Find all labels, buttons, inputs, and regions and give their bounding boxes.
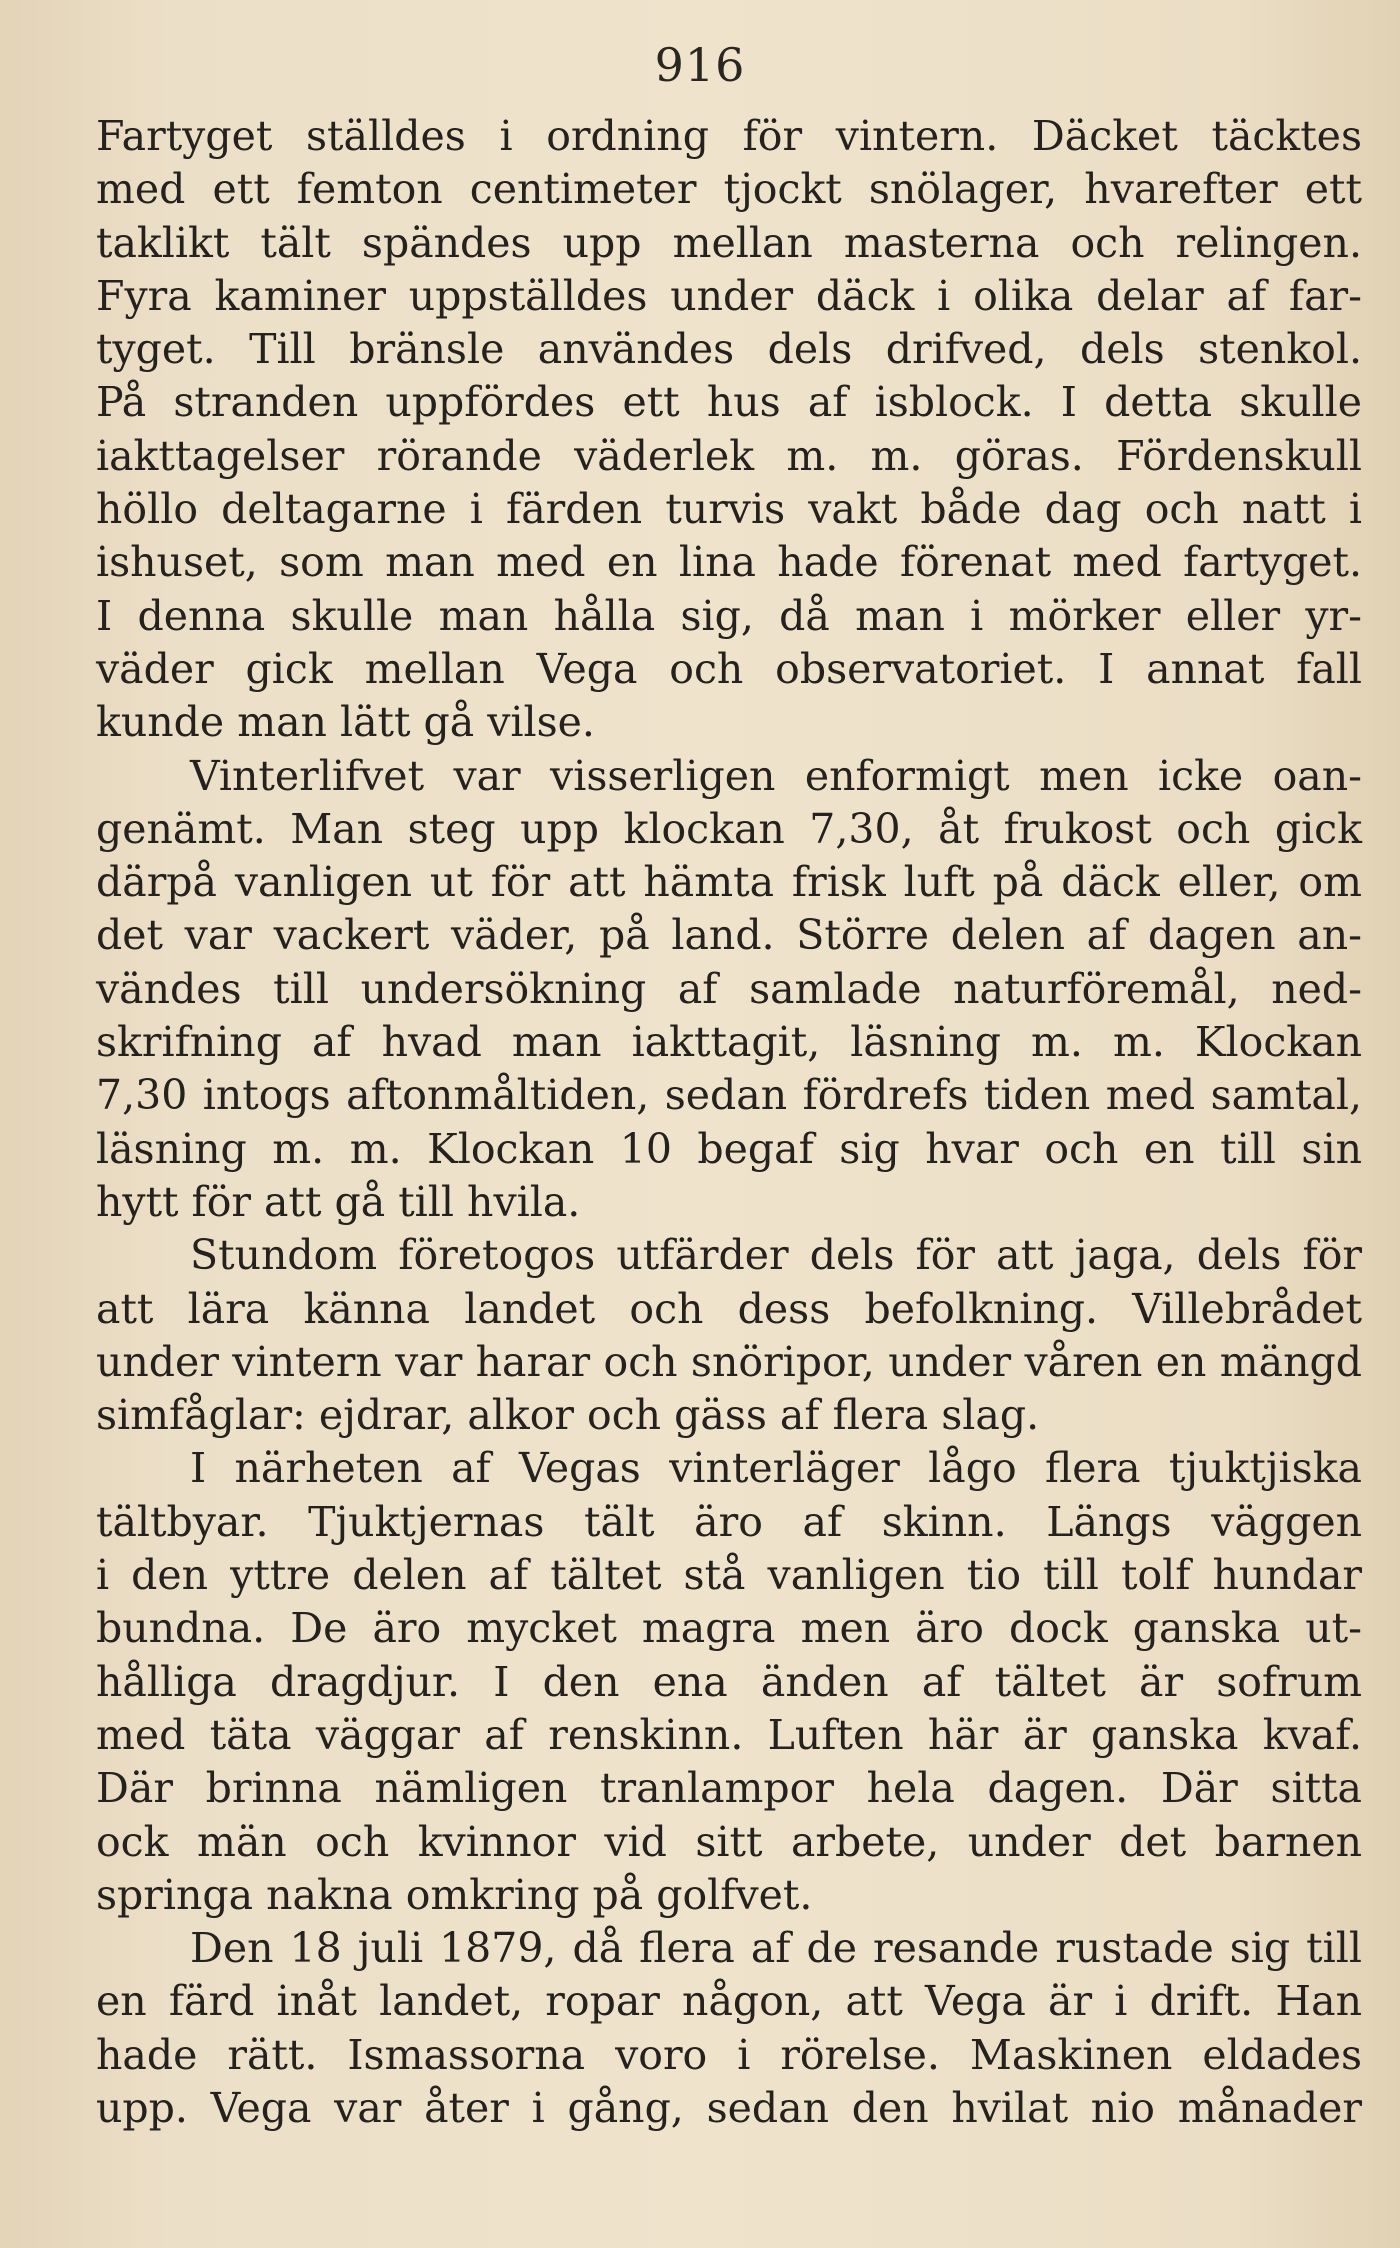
- text-line: höllo deltagarne i färden turvis vakt både dag och natt i: [96, 485, 1362, 534]
- text-line: Den 18 juli 1879, då flera af de resande rustade sig till: [190, 1924, 1362, 1973]
- page-number: 916: [654, 38, 746, 92]
- text-line: hytt för att gå till hvila.: [96, 1177, 581, 1226]
- text-line: upp. Vega var åter i gång, sedan den hvilat nio månader: [96, 2083, 1362, 2132]
- text-line: bundna. De äro mycket magra men äro dock ganska ut-: [96, 1604, 1362, 1653]
- text-line: iakttagelser rörande väderlek m. m. göras. Fördenskull: [96, 431, 1362, 480]
- text-line: simfåglar: ejdrar, alkor och gäss af flera slag.: [96, 1391, 1040, 1440]
- paragraph-3: [96, 1229, 1362, 1442]
- text-line: väder gick mellan Vega och observatoriet. I annat fall: [96, 644, 1362, 693]
- text-line: taklikt tält spändes upp mellan masterna och relingen.: [96, 218, 1362, 267]
- body-text: [96, 110, 1362, 2135]
- text-line: kunde man lätt gå vilse.: [96, 698, 595, 747]
- text-line: ock män och kvinnor vid sitt arbete, under det barnen: [96, 1817, 1362, 1866]
- text-line: Där brinna nämligen tranlampor hela dagen. Där sitta: [96, 1764, 1362, 1813]
- text-line: med täta väggar af renskinn. Luften här är ganska kvaf.: [96, 1710, 1362, 1759]
- text-line: med ett femton centimeter tjockt snölager, hvarefter ett: [96, 165, 1362, 214]
- paragraph-1: [96, 110, 1362, 750]
- text-line: att lära känna landet och dess befolkning. Villebrådet: [96, 1284, 1362, 1333]
- text-line: I denna skulle man hålla sig, då man i mörker eller yr-: [96, 591, 1362, 640]
- text-line: Vinterlifvet var visserligen enformigt men icke oan-: [190, 751, 1362, 800]
- text-line: skrifning af hvad man iakttagit, läsning m. m. Klockan: [96, 1018, 1362, 1067]
- text-line: Stundom företogos utfärder dels för att jaga, dels för: [190, 1231, 1362, 1280]
- text-line: genämt. Man steg upp klockan 7,30, åt frukost och gick: [96, 804, 1362, 853]
- text-line: hålliga dragdjur. I den ena änden af tältet är sofrum: [96, 1657, 1362, 1706]
- text-line: i den yttre delen af tältet stå vanligen tio till tolf hundar: [96, 1551, 1362, 1600]
- text-line: därpå vanligen ut för att hämta frisk luft på däck eller, om: [96, 858, 1362, 907]
- text-line: en färd inåt landet, ropar någon, att Vega är i drift. Han: [96, 1977, 1362, 2026]
- text-line: Fyra kaminer uppställdes under däck i olika delar af far-: [96, 271, 1362, 320]
- paragraph-5: [96, 1922, 1362, 2135]
- text-line: 7,30 intogs aftonmåltiden, sedan fördrefs tiden med samtal,: [96, 1071, 1362, 1120]
- text-line: läsning m. m. Klockan 10 begaf sig hvar och en till sin: [96, 1124, 1362, 1173]
- text-line: under vintern var harar och snöripor, under våren en mängd: [96, 1337, 1362, 1386]
- text-line: I närheten af Vegas vinterläger lågo flera tjuktjiska: [190, 1444, 1362, 1493]
- paragraph-4: [96, 1442, 1362, 1922]
- text-line: det var vackert väder, på land. Större delen af dagen an-: [96, 911, 1362, 960]
- text-line: tyget. Till bränsle användes dels drifved, dels stenkol.: [96, 325, 1362, 374]
- text-line: tältbyar. Tjuktjernas tält äro af skinn. Längs väggen: [96, 1497, 1362, 1546]
- text-line: Fartyget ställdes i ordning för vintern. Däcket täcktes: [96, 112, 1362, 160]
- text-line: springa nakna omkring på golfvet.: [96, 1870, 813, 1919]
- text-line: hade rätt. Ismassorna voro i rörelse. Maskinen eldades: [96, 2030, 1362, 2079]
- paragraph-2: [96, 750, 1362, 1230]
- text-line: vändes till undersökning af samlade naturföremål, ned-: [96, 964, 1362, 1013]
- text-line: ishuset, som man med en lina hade förenat med fartyget.: [96, 538, 1362, 587]
- text-line: På stranden uppfördes ett hus af isblock. I detta skulle: [96, 378, 1362, 427]
